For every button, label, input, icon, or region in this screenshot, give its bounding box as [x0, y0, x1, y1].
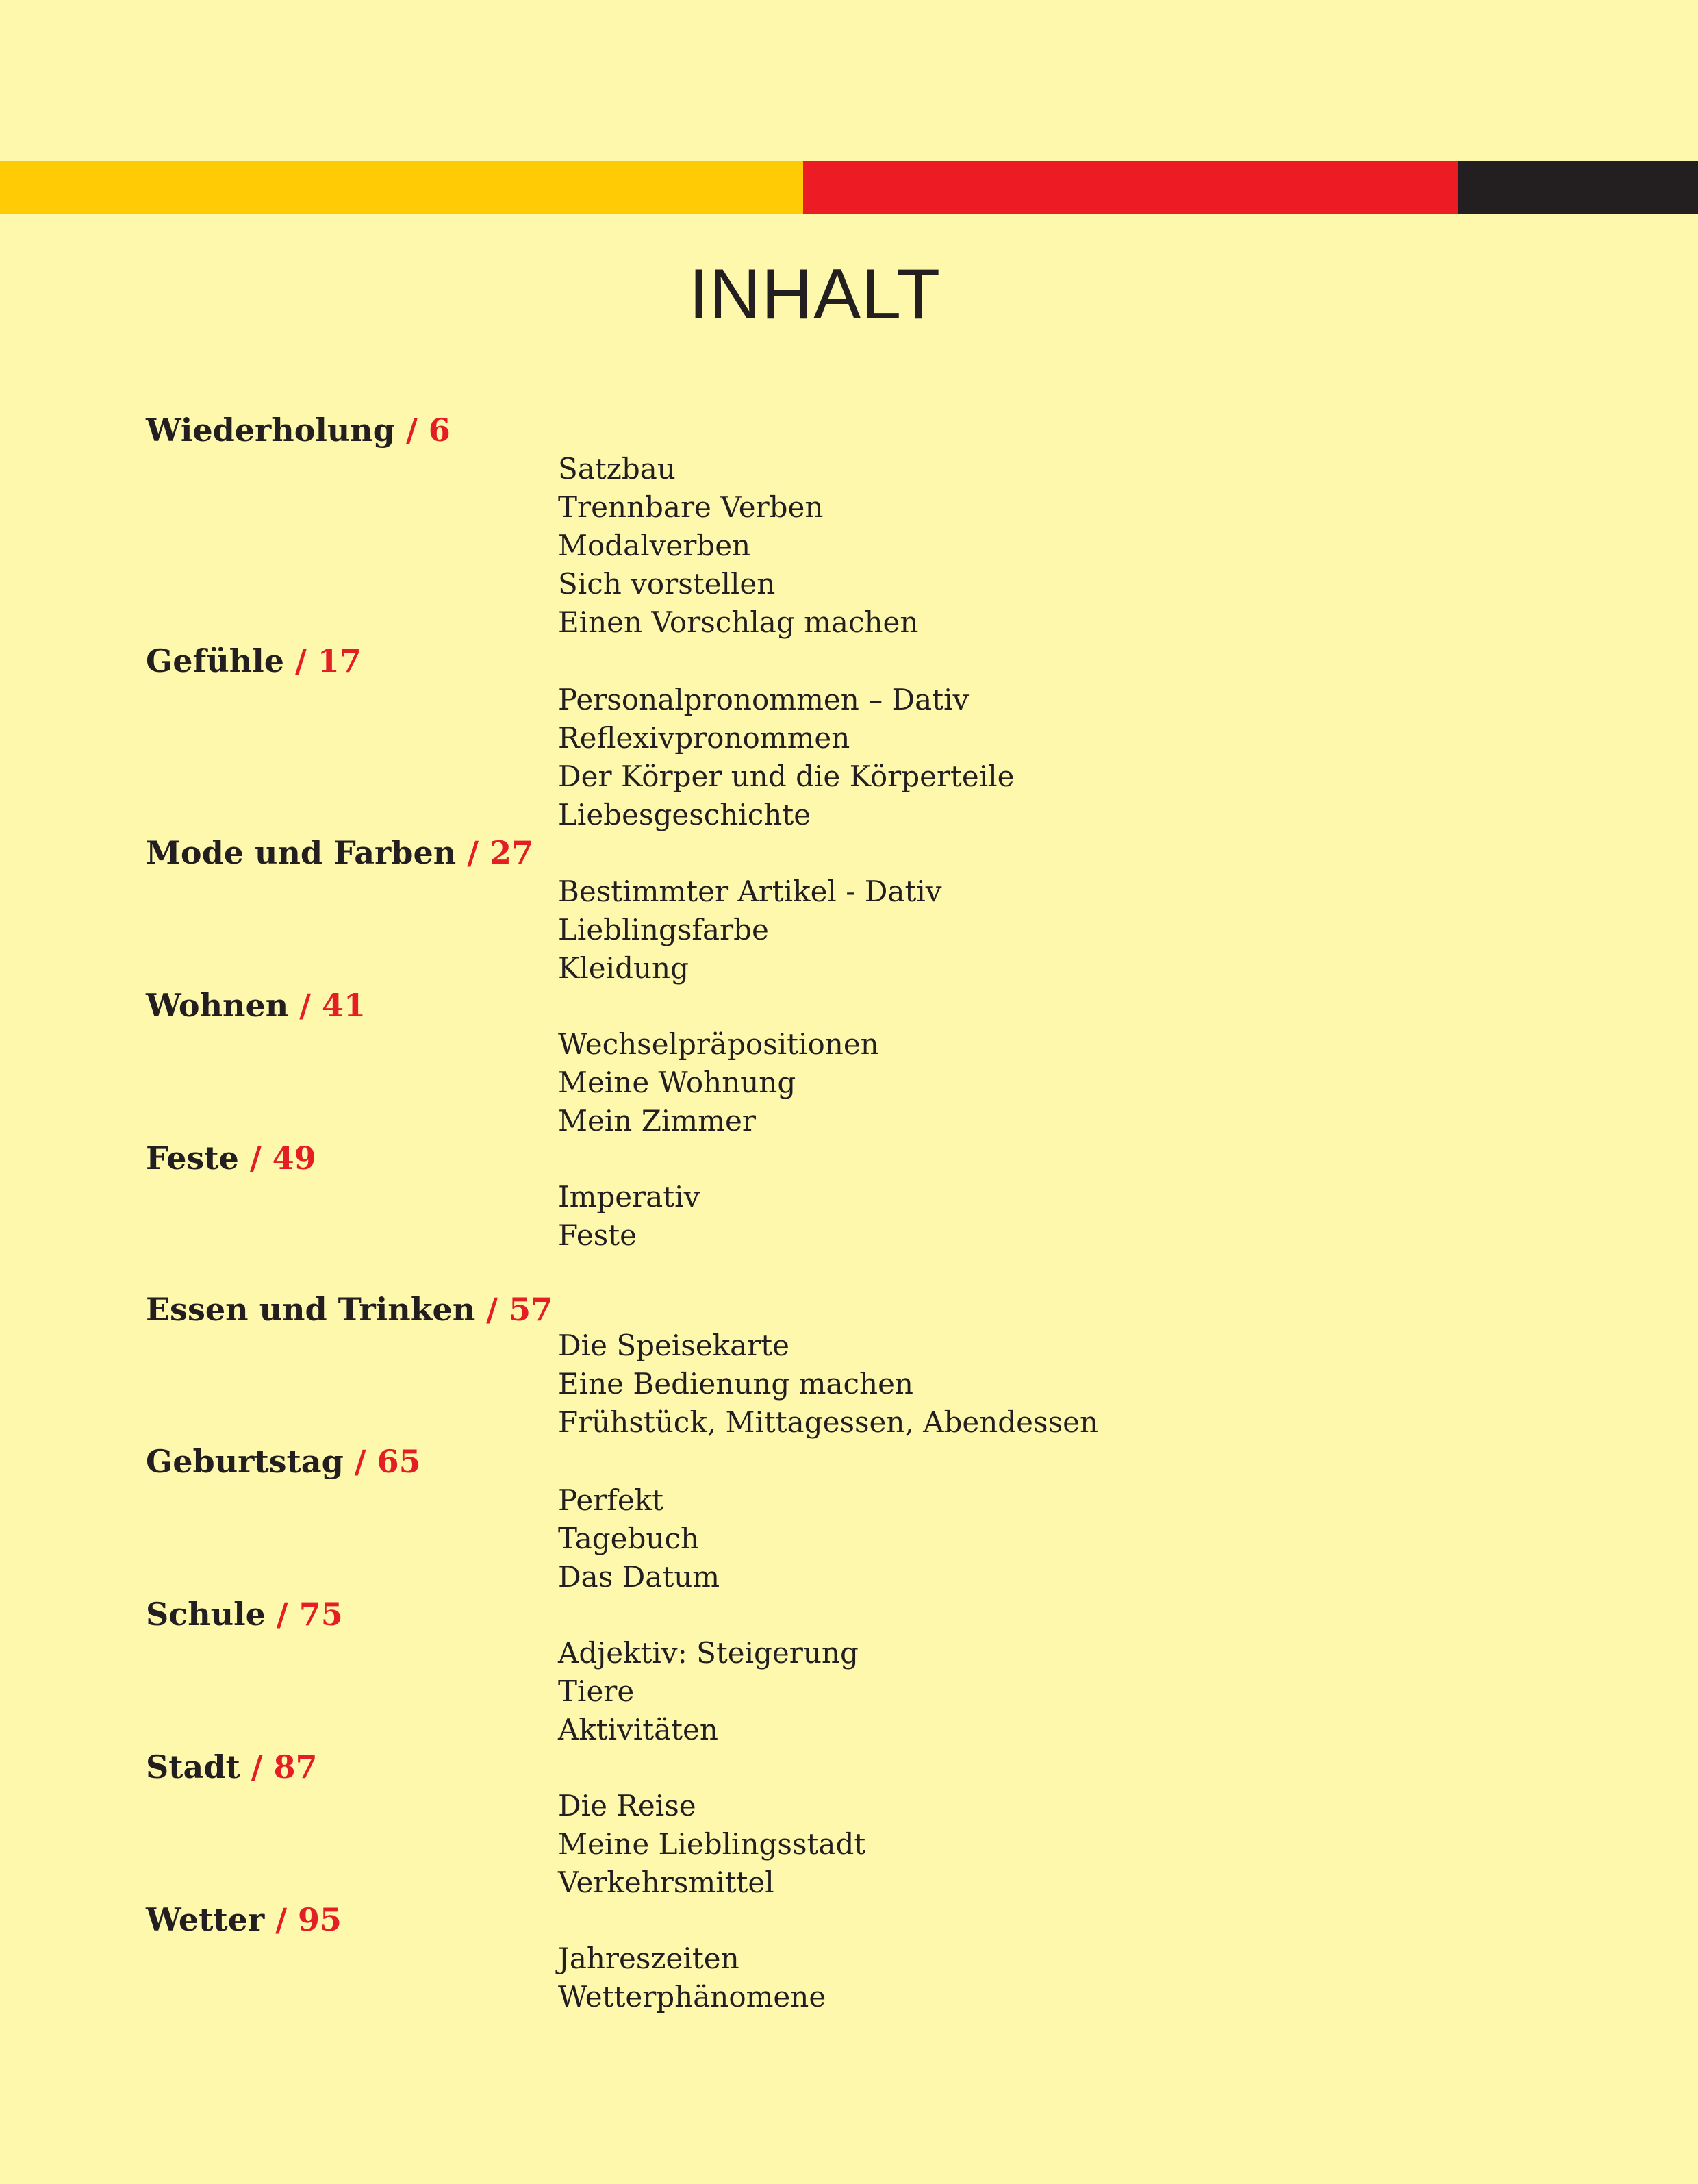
- chapter-page-number: / 41: [299, 987, 366, 1024]
- chapter-heading[interactable]: [146, 411, 451, 449]
- topic-item: Einen Vorschlag machen: [558, 605, 919, 639]
- topic-item: Imperativ: [558, 1180, 700, 1214]
- chapter-page-number: / 95: [275, 1901, 342, 1938]
- chapter-title: Wohnen: [146, 987, 289, 1024]
- topic-item: Trennbare Verben: [558, 490, 824, 524]
- topic-item: Die Speisekarte: [558, 1329, 789, 1362]
- flag-stripe-black: [1458, 161, 1698, 214]
- topic-item: Perfekt: [558, 1483, 664, 1517]
- chapter-title: Mode und Farben: [146, 834, 457, 871]
- topic-item: Liebesgeschichte: [558, 798, 811, 831]
- chapter-heading[interactable]: [146, 1290, 553, 1329]
- topic-item: Kleidung: [558, 951, 689, 985]
- flag-stripe-red: [803, 161, 1458, 214]
- chapter-page-number: / 57: [486, 1291, 553, 1328]
- chapter-title: Essen und Trinken: [146, 1291, 476, 1328]
- chapter-page-number: / 65: [354, 1443, 421, 1480]
- chapter-page-number: / 27: [467, 834, 534, 871]
- topic-item: Sich vorstellen: [558, 567, 776, 601]
- chapter-page-number: / 87: [251, 1748, 318, 1785]
- chapter-page-number: / 17: [294, 642, 362, 679]
- topic-item: Das Datum: [558, 1560, 720, 1594]
- chapter-title: Schule: [146, 1596, 266, 1633]
- topic-item: Feste: [558, 1218, 637, 1252]
- flag-stripe-yellow: [0, 161, 803, 214]
- chapter-heading[interactable]: [146, 642, 362, 680]
- chapter-heading[interactable]: [146, 1442, 421, 1481]
- topic-item: Reflexivpronommen: [558, 721, 850, 755]
- topic-item: Meine Lieblingsstadt: [558, 1827, 866, 1861]
- chapter-title: Gefühle: [146, 642, 284, 679]
- topic-item: Mein Zimmer: [558, 1104, 756, 1138]
- topic-item: Jahreszeiten: [558, 1942, 739, 1975]
- topic-item: Der Körper und die Körperteile: [558, 760, 1015, 793]
- topic-item: Lieblingsfarbe: [558, 913, 769, 946]
- topic-item: Tagebuch: [558, 1522, 700, 1555]
- topic-item: Meine Wohnung: [558, 1066, 796, 1099]
- topic-item: Frühstück, Mittagessen, Abendessen: [558, 1405, 1099, 1439]
- topic-item: Wechselpräpositionen: [558, 1027, 879, 1061]
- topic-item: Personalpronommen – Dativ: [558, 683, 970, 716]
- chapter-title: Wiederholung: [146, 412, 395, 449]
- topic-item: Adjektiv: Steigerung: [558, 1636, 859, 1670]
- topic-item: Modalverben: [558, 529, 751, 562]
- topic-item: Aktivitäten: [558, 1713, 718, 1746]
- topic-item: Wetterphänomene: [558, 1980, 826, 2013]
- topic-item: Die Reise: [558, 1789, 696, 1822]
- chapter-heading[interactable]: [146, 1900, 342, 1939]
- chapter-title: Geburtstag: [146, 1443, 344, 1480]
- chapter-heading[interactable]: [146, 1139, 316, 1177]
- topic-item: Tiere: [558, 1674, 635, 1708]
- topic-item: Satzbau: [558, 452, 676, 486]
- chapter-title: Stadt: [146, 1748, 240, 1785]
- topic-item: Bestimmter Artikel - Dativ: [558, 875, 942, 908]
- chapter-heading[interactable]: [146, 1595, 343, 1633]
- chapter-page-number: / 6: [405, 412, 451, 449]
- page-title: INHALT: [688, 255, 941, 334]
- chapter-page-number: / 75: [276, 1596, 343, 1633]
- chapter-heading[interactable]: [146, 1748, 318, 1786]
- chapter-title: Wetter: [146, 1901, 265, 1938]
- chapter-page-number: / 49: [249, 1140, 316, 1177]
- chapter-heading[interactable]: [146, 986, 366, 1025]
- topic-item: Verkehrsmittel: [558, 1866, 774, 1899]
- chapter-title: Feste: [146, 1140, 239, 1177]
- topic-item: Eine Bedienung machen: [558, 1367, 913, 1401]
- chapter-heading[interactable]: [146, 833, 533, 872]
